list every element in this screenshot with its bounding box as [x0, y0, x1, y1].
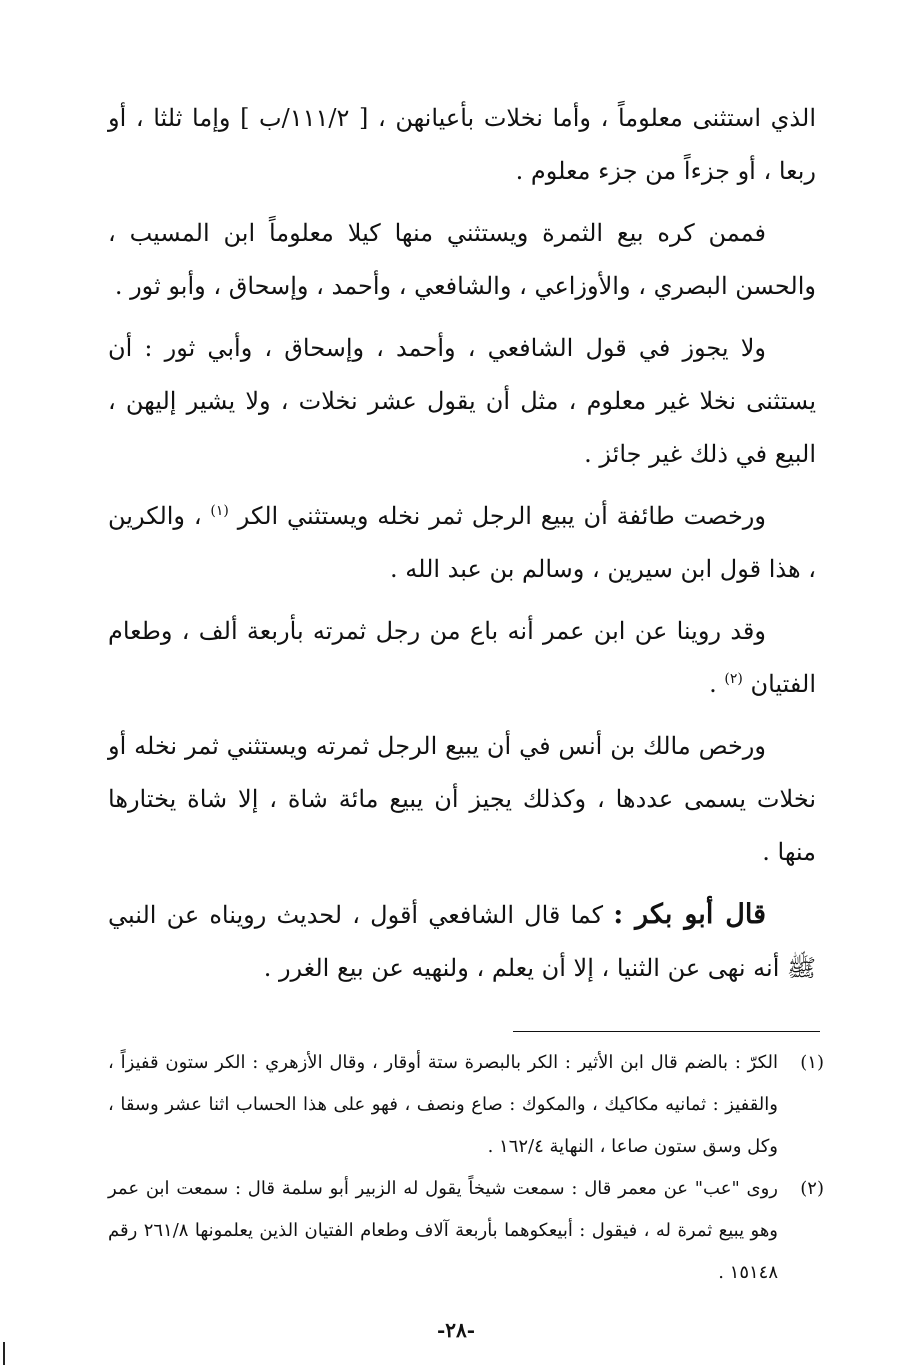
paragraph-4 [108, 490, 816, 596]
paragraph-5-text-a: وقد روينا عن ابن عمر أنه باع من رجل ثمرته بأربعة ألف ، وطعام الفتيان [108, 617, 816, 698]
paragraph-7-lead: قال أبو بكر : [613, 899, 766, 930]
paragraph-5-text-b: . [709, 670, 717, 698]
footnote-2-number: (٢) [800, 1178, 824, 1199]
footnote-ref-1[interactable]: (١) [210, 503, 229, 519]
footnote-1-text: الكرّ : بالضم قال ابن الأثير : الكر بالبصرة ستة أوقار ، وقال الأزهري : الكر ستون قفيزاً ، والقفيز : ثمانيه مكاكيك ، والمكوك : صاع ونصف ، فهو على هذا الحساب اثنا عشر وسقا ، وكل وسق ستون صاعا ، النهاية ١٦٢/٤ . [108, 1052, 778, 1157]
footnotes [108, 1042, 824, 1294]
footnote-ref-2[interactable]: (٢) [724, 671, 743, 687]
main-text [108, 92, 816, 1004]
paragraph-1: الذي استثنى معلوماً ، وأما نخلات بأعيانهن ، [ ١١١/٢/ب ] وإما ثلثا ، أو ربعا ، أو جزءاً من جزء معلوم . [108, 104, 816, 185]
paragraph-4-text-a: ورخصت طائفة أن يبيع الرجل ثمر نخله ويستثني الكر [237, 502, 766, 530]
footnote-2-text: روى "عب" عن معمر قال : سمعت شيخاً يقول له الزبير أبو سلمة قال : سمعت ابن عمر وهو يبيع ثمرة له ، فيقول : أبيعكوهما بأربعة آلاف وطعام الفتيان الذين يعلمونها ٢٦١/٨ رقم ١٥١٤٨ . [108, 1178, 778, 1283]
footnote-divider [513, 1031, 820, 1032]
footnote-1-number: (١) [800, 1052, 824, 1073]
footnote-1 [108, 1042, 824, 1168]
paragraph-5 [108, 605, 816, 711]
paragraph-3: ولا يجوز في قول الشافعي ، وأحمد ، وإسحاق ، وأبي ثور : أن يستثنى نخلا غير معلوم ، مثل أن يقول عشر نخلات ، ولا يشير إليهن ، البيع في ذلك غير جائز . [108, 334, 816, 468]
paragraph-6: ورخص مالك بن أنس في أن يبيع الرجل ثمرته ويستثني ثمر نخله أو نخلات يسمى عددها ، وكذلك يجيز أن يبيع مائة شاة ، إلا شاة يختارها منها . [108, 732, 816, 866]
paragraph-4-text-b: ، والكرين ، هذا قول ابن سيرين ، وسالم بن عبد الله . [108, 502, 816, 583]
footnote-2 [108, 1168, 824, 1294]
scan-edge-mark [3, 1342, 5, 1365]
paragraph-7-text: كما قال الشافعي أقول ، لحديث رويناه عن النبي ﷺ أنه نهى عن الثنيا ، إلا أن يعلم ، ولنهيه عن بيع الغرر . [108, 901, 816, 982]
paragraph-7 [108, 888, 816, 995]
paragraph-2: فممن كره بيع الثمرة ويستثني منها كيلا معلوماً ابن المسيب ، والحسن البصري ، والأوزاعي ، والشافعي ، وأحمد ، وإسحاق ، وأبو ثور . [108, 219, 816, 300]
page-number: -٢٨- [436, 1318, 476, 1342]
